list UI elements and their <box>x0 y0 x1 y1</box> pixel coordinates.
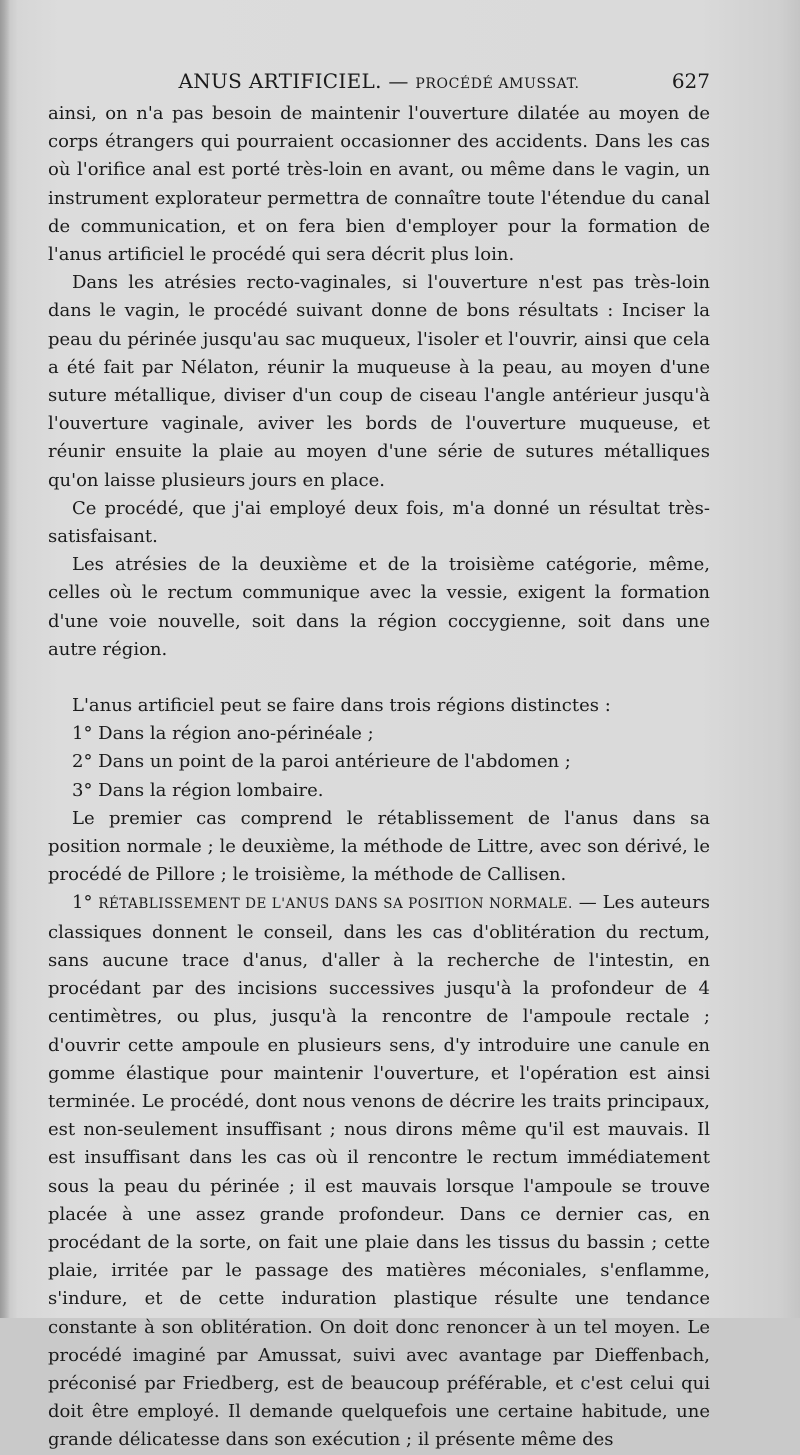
running-title <box>48 66 710 99</box>
paragraph: Le premier cas comprend le rétablissement de l'anus dans sa position normale ; le deuxième, la méthode de Littre, avec son dérivé, le procédé de Pillore ; le troisième, la méthode de Callisen. <box>48 807 710 886</box>
paragraph: Dans les atrésies recto-vaginales, si l'ouverture n'est pas très-loin dans le vagin, le procédé suivant donne de bons résultats : Inciser la peau du périnée jusqu'au sac muqueux, l'isoler et l'ouvrir, ainsi que cela a été fait par Nélaton, réunir la muqueuse à la peau, au moyen d'une suture métallique, diviser d'un coup de ciseau l'angle antérieur jusqu'à l'ouverture vaginale, aviver les bords de l'ouverture muqueuse, et réunir ensuite la plaie au moyen d'une série de sutures métalliques qu'on laisse plusieurs jours en place. <box>48 272 710 491</box>
section-heading: RÉTABLISSEMENT DE L'ANUS DANS SA POSITION NORMALE. <box>98 896 573 913</box>
page-number: 627 <box>671 69 710 93</box>
paragraph-continued: ainsi, on n'a pas besoin de maintenir l'ouverture dilatée au moyen de corps étrangers qui pourraient occasionner des accidents. Dans les cas où l'orifice anal est porté très-loin en avant, ou même dans le vagin, un instrument explorateur permettra de connaître toute l'étendue du canal de communication, et on fera bien d'employer pour la formation de l'anus artificiel le procédé qui sera décrit plus loin. <box>48 103 710 266</box>
running-title-sub: PROCÉDÉ AMUSSAT. <box>415 76 580 92</box>
section-text: — Les auteurs classiques donnent le conseil, dans les cas d'oblitération du rectum, sans aucune trace d'anus, d'aller à la recherche de l'intestin, en procédant par des incisions successives jusqu'à la profondeur de 4 centimètres, ou plus, jusqu'à la rencontre de l'ampoule rectale ; d'ouvrir cette ampoule en plusieurs sens, d'y introduire une canule en gomme élastique pour maintenir l'ouverture, et l'opération est ainsi terminée. Le procédé, dont nous venons de décrire les traits principaux, est non-seulement insuffisant ; nous dirons même qu'il est mauvais. Il est insuffisant dans les cas où il rencontre le rectum immédiatement sous la peau du périnée ; il est mauvais lorsque l'ampoule se trouve placée à une assez grande profondeur. Dans ce dernier cas, en procédant de la sorte, on fait une plaie dans les tissus du bassin ; cette plaie, irritée par le passage des matières méconiales, s'enflamme, s'indure, et de cette induration plastique résulte une tendance constante à son oblitération. On doit donc renoncer à un tel moyen. Le procédé imaginé par Amussat, suivi avec avantage par Dieffenbach, préconisé par Friedberg, est de beaucoup préférable, et c'est celui qui doit être employé. Il demande quelquefois une certaine habitude, une grande délicatesse dans son exécution ; il présente même des <box>48 892 710 1451</box>
section-paragraph <box>48 889 710 1454</box>
list-item: 3° Dans la région lombaire. <box>72 779 324 801</box>
body-text <box>48 100 710 1455</box>
running-title-main: ANUS ARTIFICIEL. — <box>178 69 409 93</box>
running-header <box>48 66 710 96</box>
list-item: 1° Dans la région ano-périnéale ; <box>72 723 374 745</box>
binding-shadow <box>0 0 10 1318</box>
list-item: 2° Dans un point de la paroi antérieure de l'abdomen ; <box>72 751 571 773</box>
paragraph: Ce procédé, que j'ai employé deux fois, m'a donné un résultat très-satisfaisant. <box>48 497 710 548</box>
paragraph: L'anus artificiel peut se faire dans trois régions distinctes : <box>72 695 611 717</box>
section-number: 1° <box>72 892 93 914</box>
paragraph: Les atrésies de la deuxième et de la troisième catégorie, même, celles où le rectum communique avec la vessie, exigent la formation d'une voie nouvelle, soit dans la région coccygienne, soit dans une autre région. <box>48 554 710 660</box>
